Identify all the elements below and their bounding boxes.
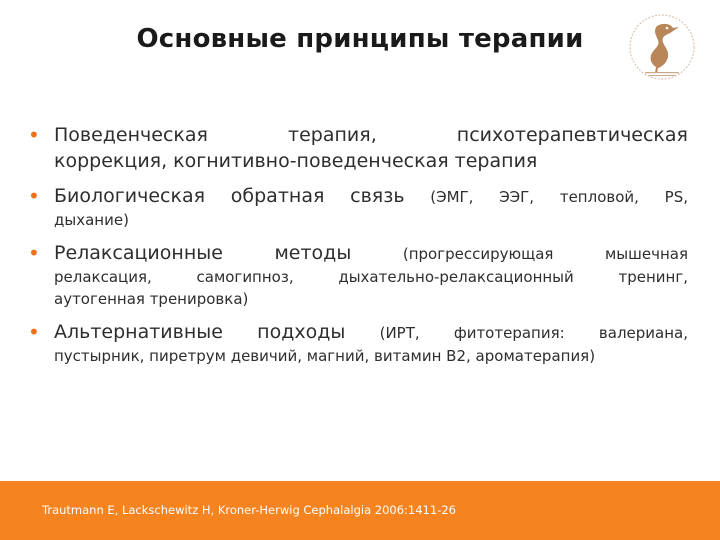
bullet-text: Релаксационные <box>54 242 223 264</box>
bullet-text: связь <box>350 185 405 207</box>
footer-citation: Trautmann E, Lackschewitz H, Kroner-Herwig Cephalalgia 2006:1411-26 <box>42 503 456 517</box>
heron-emblem-icon <box>627 12 697 82</box>
bullet-icon: • <box>28 320 40 344</box>
footer-bar <box>0 481 720 540</box>
bullet-detail: мышечная <box>604 245 688 263</box>
bullet-item <box>28 240 688 310</box>
bullet-detail: аутогенная тренировка) <box>54 290 249 308</box>
bullet-line <box>54 183 688 209</box>
bullet-line <box>54 122 688 148</box>
bullet-detail: тепловой, <box>559 188 639 206</box>
bullet-list <box>28 122 688 376</box>
bullet-line <box>54 345 688 367</box>
bullet-detail: релаксация, <box>54 268 152 286</box>
bullet-text: обратная <box>230 185 325 207</box>
bullet-icon: • <box>28 241 40 265</box>
bullet-text: психотерапевтическая <box>456 124 688 146</box>
slide-title: Основные принципы терапии <box>136 24 584 54</box>
bullet-line <box>54 319 688 345</box>
bullet-detail: (прогрессирующая <box>402 245 554 263</box>
bullet-detail: тренинг, <box>618 268 688 286</box>
bullet-detail: (ЭМГ, <box>430 188 474 206</box>
bullet-detail: дыхательно-релаксационный <box>338 268 574 286</box>
bullet-line <box>54 288 688 310</box>
bullet-item <box>28 122 688 174</box>
bullet-text: терапия, <box>288 124 377 146</box>
bullet-detail: (ИРТ, <box>379 324 420 342</box>
bullet-line <box>54 148 688 174</box>
bullet-line <box>54 240 688 266</box>
bullet-text: подходы <box>257 321 346 343</box>
bullet-text: Альтернативные <box>54 321 223 343</box>
bullet-detail: фитотерапия: <box>453 324 565 342</box>
bullet-icon: • <box>28 184 40 208</box>
bullet-icon: • <box>28 123 40 147</box>
bullet-line <box>54 266 688 288</box>
bullet-line <box>54 209 688 231</box>
bullet-detail: ЭЭГ, <box>499 188 535 206</box>
bullet-item <box>28 319 688 367</box>
bullet-item <box>28 183 688 231</box>
bullet-detail: PS, <box>664 188 688 206</box>
bullet-text: методы <box>274 242 352 264</box>
bullet-detail: пустырник, пиретрум девичий, магний, витамин В2, ароматерапия) <box>54 347 596 365</box>
bullet-text: Поведенческая <box>54 124 208 146</box>
bullet-detail: дыхание) <box>54 211 129 229</box>
bullet-text: Биологическая <box>54 185 206 207</box>
bullet-text: коррекция, когнитивно-поведенческая терапия <box>54 150 538 172</box>
bullet-detail: самогипноз, <box>196 268 294 286</box>
bullet-detail: валериана, <box>598 324 688 342</box>
